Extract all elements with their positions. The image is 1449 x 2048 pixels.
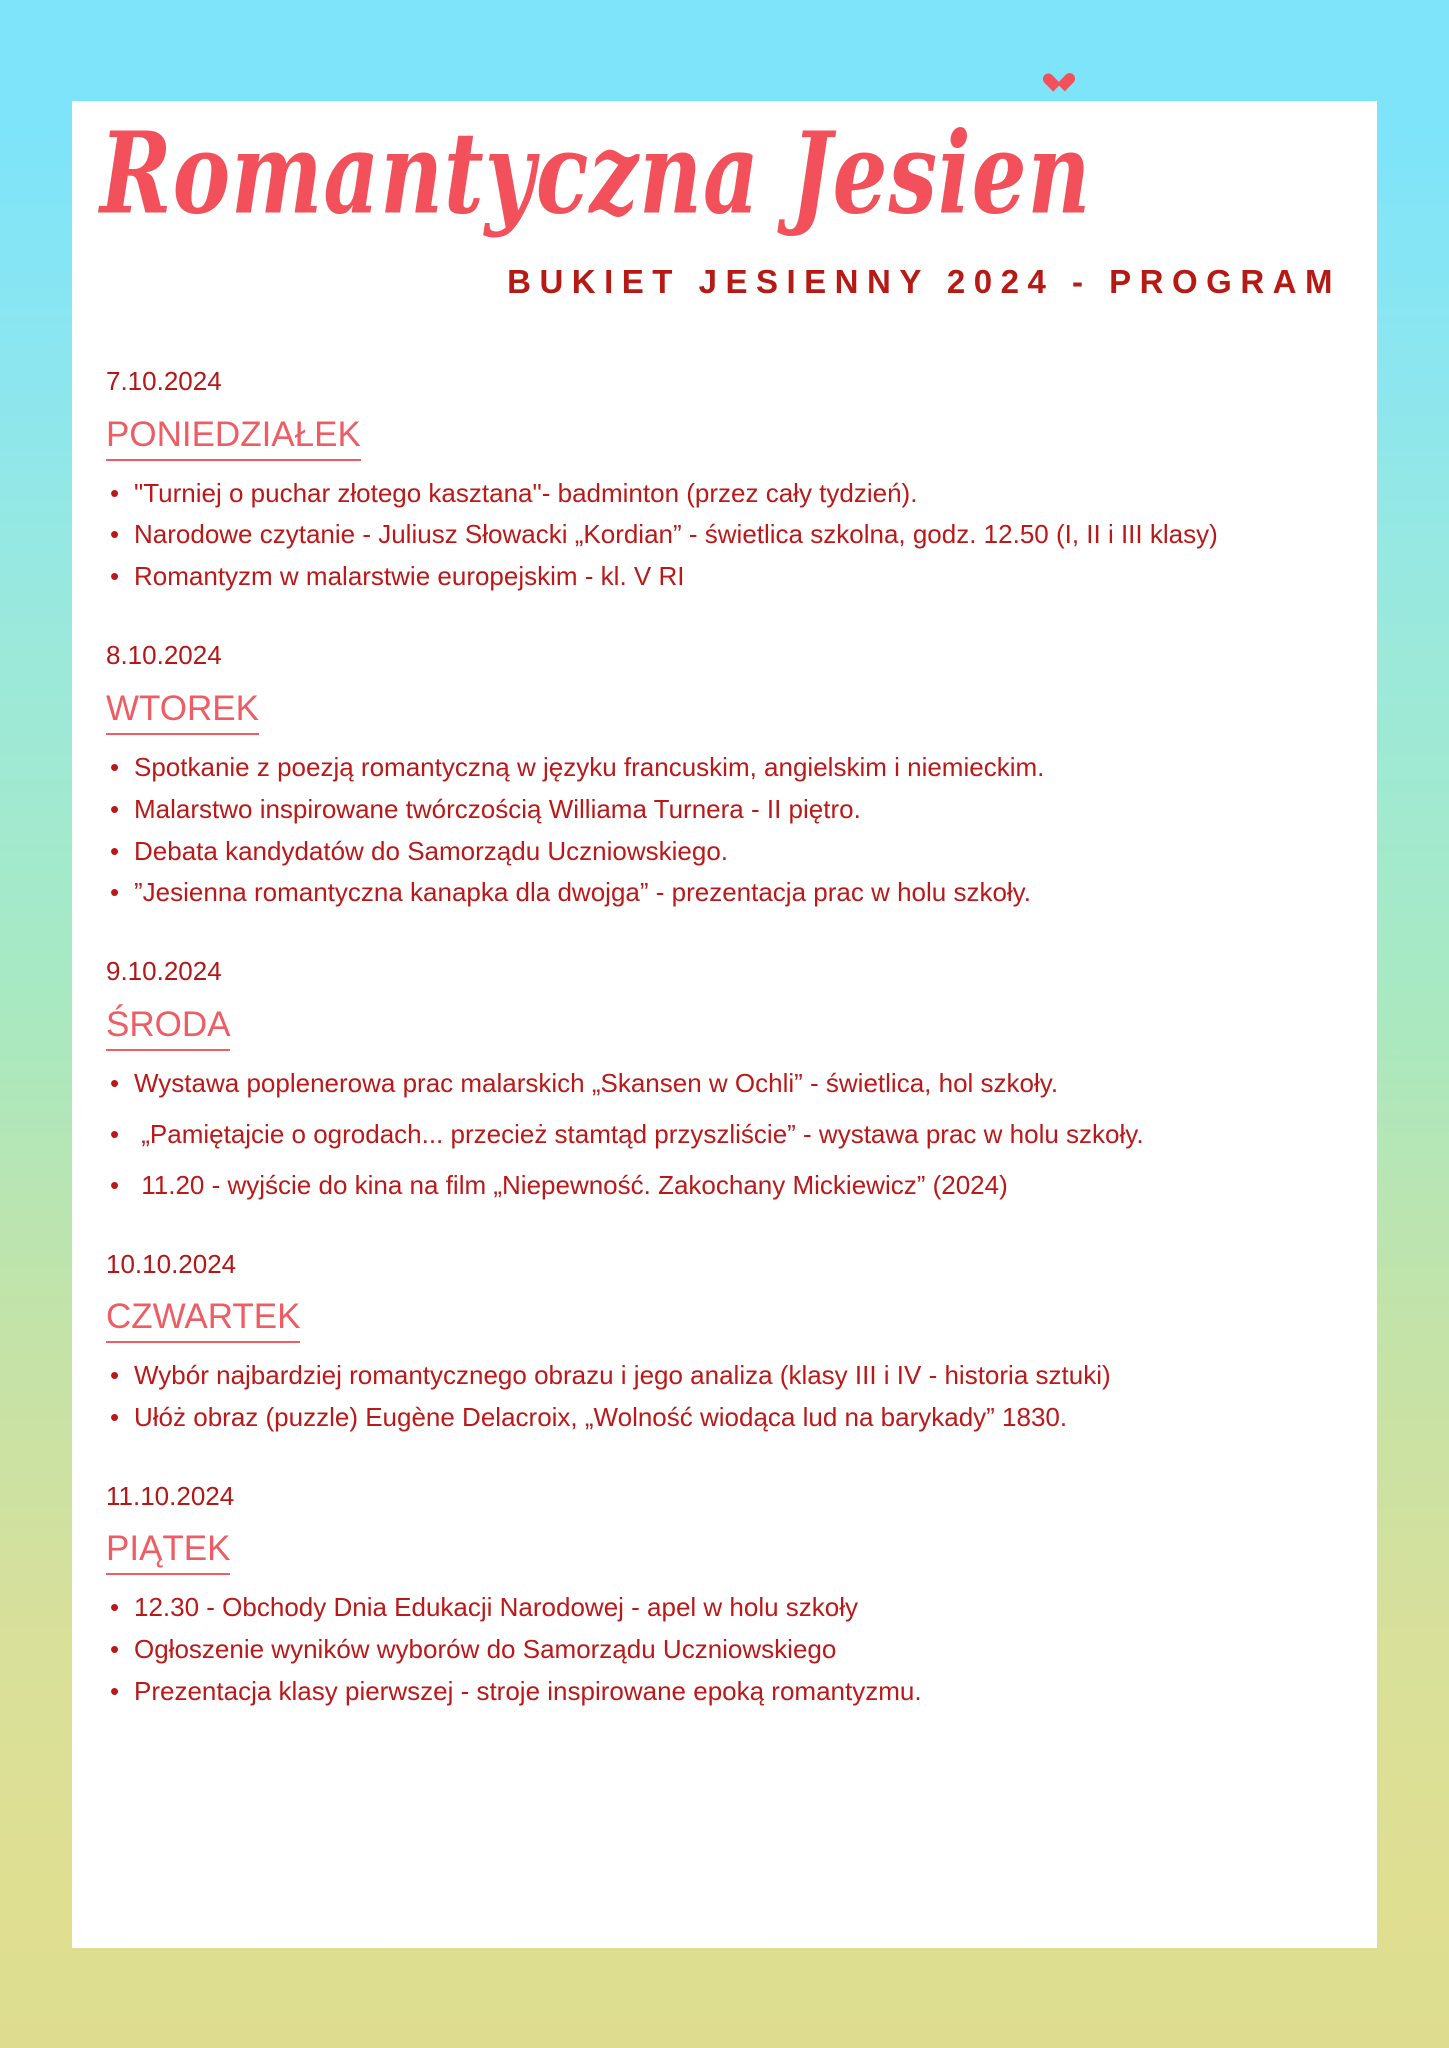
- title-heart-letter: [1028, 104, 1092, 242]
- list-item: • 11.20 - wyjście do kina na film „Niepewność. Zakochany Mickiewicz” (2024): [106, 1167, 1355, 1204]
- day-name-row: [106, 1528, 1355, 1575]
- list-item: • "Turniej o puchar złotego kasztana"- badminton (przez cały tydzień).: [106, 475, 1355, 512]
- title-letter-n: n: [1027, 106, 1092, 240]
- event-list: [106, 475, 1355, 596]
- event-list: [106, 1065, 1355, 1204]
- page-title: [100, 104, 1091, 242]
- day-name: WTOREK: [106, 688, 259, 735]
- day-name: PIĄTEK: [106, 1528, 230, 1575]
- list-item: • ”Jesienna romantyczna kanapka dla dwojga” - prezentacja prac w holu szkoły.: [106, 874, 1355, 911]
- list-item: • Romantyzm w malarstwie europejskim - kl. V RI: [106, 558, 1355, 595]
- page-subtitle: BUKIET JESIENNY 2024 - PROGRAM: [507, 263, 1341, 300]
- day-name-row: [106, 1004, 1355, 1051]
- list-item: • Spotkanie z poezją romantyczną w języku francuskim, angielskim i niemieckim.: [106, 749, 1355, 786]
- event-list: [106, 749, 1355, 912]
- event-list: [106, 1357, 1355, 1436]
- day-name: ŚRODA: [106, 1004, 230, 1051]
- list-item: • Debata kandydatów do Samorządu Uczniowskiego.: [106, 833, 1355, 870]
- event-list: [106, 1589, 1355, 1710]
- day-date: 9.10.2024: [106, 956, 222, 987]
- poster-card: [72, 101, 1377, 1948]
- day-name-row: [106, 688, 1355, 735]
- program-list: [72, 365, 1377, 1710]
- day-date: 8.10.2024: [106, 640, 222, 671]
- day-date: 7.10.2024: [106, 366, 222, 396]
- list-item: • Prezentacja klasy pierwszej - stroje inspirowane epoką romantyzmu.: [106, 1673, 1355, 1710]
- day-block-wednesday: [106, 955, 1355, 1203]
- day-block-thursday: [106, 1248, 1355, 1436]
- poster-header: [72, 101, 1377, 301]
- list-item: • „Pamiętajcie o ogrodach... przecież stamtąd przyszliście” - wystawa prac w holu szkoły.: [106, 1116, 1355, 1153]
- day-name: CZWARTEK: [106, 1296, 300, 1343]
- list-item: • Wybór najbardziej romantycznego obrazu i jego analiza (klasy III i IV - historia sztuki): [106, 1357, 1355, 1394]
- list-item: • Wystawa poplenerowa prac malarskich „Skansen w Ochli” - świetlica, hol szkoły.: [106, 1065, 1355, 1102]
- list-item: • Ułóż obraz (puzzle) Eugène Delacroix, „Wolność wiodąca lud na barykady” 1830.: [106, 1399, 1355, 1436]
- list-item: • Ogłoszenie wyników wyborów do Samorządu Uczniowskiego: [106, 1631, 1355, 1668]
- day-name-row: [106, 1296, 1355, 1343]
- page-title-text: Romantyczna Jesie: [100, 106, 1028, 240]
- day-block-monday: [106, 365, 1355, 595]
- day-date: 11.10.2024: [106, 1480, 235, 1511]
- title-line: [72, 106, 1377, 240]
- day-date: 10.10.2024: [106, 1248, 237, 1279]
- heart-icon: [1048, 73, 1070, 94]
- list-item: • Narodowe czytanie - Juliusz Słowacki „Kordian” - świetlica szkolna, godz. 12.50 (I, II i III klasy): [106, 516, 1355, 553]
- list-item: • 12.30 - Obchody Dnia Edukacji Narodowej - apel w holu szkoły: [106, 1589, 1355, 1626]
- day-name-row: [106, 414, 1355, 461]
- day-name: PONIEDZIAŁEK: [106, 414, 361, 461]
- day-block-friday: [106, 1480, 1355, 1710]
- day-block-tuesday: [106, 639, 1355, 911]
- list-item: • Malarstwo inspirowane twórczością Williama Turnera - II piętro.: [106, 791, 1355, 828]
